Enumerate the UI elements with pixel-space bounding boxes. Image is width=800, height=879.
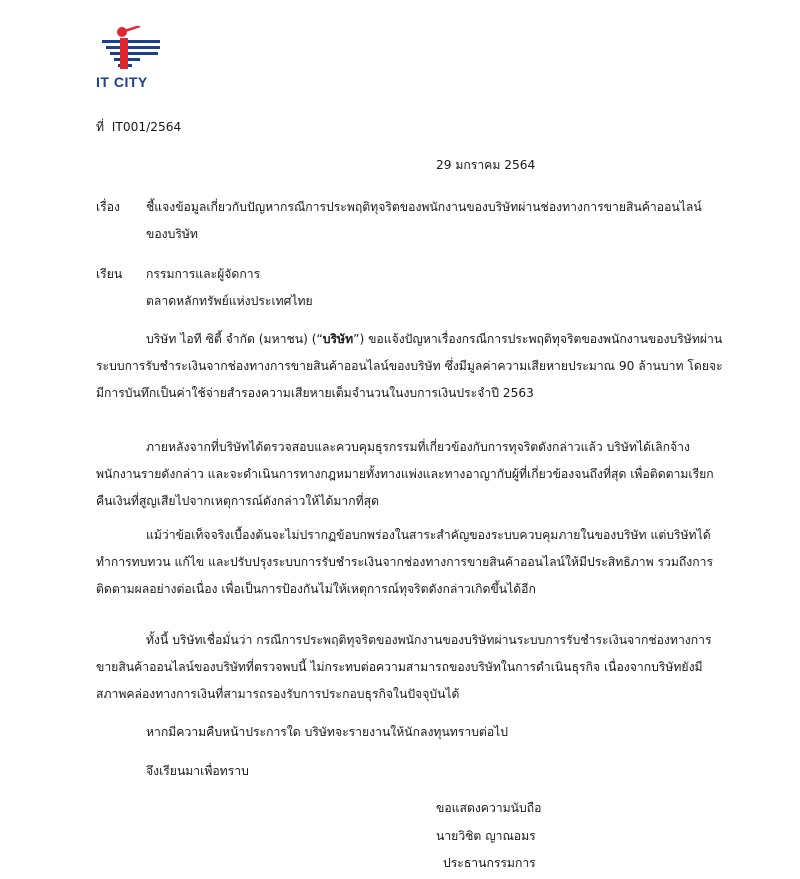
recipient-line-2: ตลาดหลักทรัพย์แห่งประเทศไทย [146,294,313,308]
recipient-line-1: กรรมการและผู้จัดการ [146,267,261,281]
body-paragraph-2-line-2: พนักงานรายดังกล่าว และจะดำเนินการทางกฎหมายทั้งทางแพ่งและทางอาญากับผู้ที่เกี่ยวข้องจนถึงที่สุด เพื่อติดตามเรียก [96,467,714,481]
body-paragraph-4-line-1: ทั้งนี้ บริษัทเชื่อมั่นว่า กรณีการประพฤติทุจริตของพนักงานของบริษัทผ่านระบบการรับชำระเงินจากช่องทางการ [146,633,712,647]
body-paragraph-2-line-3: คืนเงินที่สูญเสียไปจากเหตุการณ์ดังกล่าวให้ได้มากที่สุด [96,494,380,508]
subject-line-2: ของบริษัท [146,227,198,241]
recipient-label: เรียน [96,267,123,281]
letter-date: 29 มกราคม 2564 [436,158,536,172]
closing-regards: ขอแสดงความนับถือ [436,801,542,815]
reference-value: IT001/2564 [111,120,182,134]
reference-prefix: ที่ [96,120,105,134]
body-paragraph-6: จึงเรียนมาเพื่อทราบ [146,764,249,778]
p1-text-c: ”) ขอแจ้งปัญหาเรื่องกรณีการประพฤติทุจริตของพนักงานของบริษัทผ่าน [353,332,723,346]
company-logo [96,26,166,92]
body-paragraph-1-line-2: ระบบการรับชำระเงินจากช่องทางการขายสินค้าออนไลน์ของบริษัท ซึ่งมีมูลค่าความเสียหายประมาณ 90 ล้านบาท โดยจะ [96,359,723,373]
logo-wordmark: IT CITY [96,74,148,90]
body-paragraph-3-line-3: ติดตามผลอย่างต่อเนื่อง เพื่อเป็นการป้องกันไม่ให้เหตุการณ์ทุจริตดังกล่าวเกิดขึ้นได้อีก [96,582,536,596]
signatory-title: ประธานกรรมการ [443,856,536,870]
body-paragraph-4-line-2: ขายสินค้าออนไลน์ของบริษัทที่ตรวจพบนี้ ไม่กระทบต่อความสามารถของบริษัทในการดำเนินธุรกิจ เนื่องจากบริษัทยังมี [96,660,703,674]
body-paragraph-4-line-3: สภาพคล่องทางการเงินที่สามารถรองรับการประกอบธุรกิจในปัจจุบันได้ [96,687,460,701]
reference-number [96,118,181,137]
body-paragraph-3-line-2: ทำการทบทวน แก้ไข และปรับปรุงระบบการรับชำระเงินจากช่องทางการขายสินค้าออนไลน์ให้มีประสิทธิภาพ รวมถึงการ [96,555,714,569]
body-paragraph-5: หากมีความคืบหน้าประการใด บริษัทจะรายงานให้นักลงทุนทราบต่อไป [146,725,509,739]
subject-line-1: ชี้แจงข้อมูลเกี่ยวกับปัญหากรณีการประพฤติทุจริตของพนักงานของบริษัทผ่านช่องทางการขายสินค้าออนไลน์ [146,200,702,214]
signatory-name: นายวิชิต ญาณอมร [436,829,536,843]
body-paragraph-3-line-1: แม้ว่าข้อเท็จจริงเบื้องต้นจะไม่ปรากฏข้อบกพร่องในสาระสำคัญของระบบควบคุมภายในของบริษัท แต่บริษัทได้ [146,528,711,542]
it-city-logo-icon [100,26,164,70]
body-paragraph-1-line-3: มีการบันทึกเป็นค่าใช้จ่ายสำรองความเสียหายเต็มจำนวนในงบการเงินประจำปี 2563 [96,386,534,400]
subject-label: เรื่อง [96,200,120,214]
p1-text-a: บริษัท ไอที ซิตี้ จำกัด (มหาชน) (“ [146,332,323,346]
p1-defined-term: บริษัท [322,332,354,346]
body-paragraph-2-line-1: ภายหลังจากที่บริษัทได้ตรวจสอบและควบคุมธุรกรรมที่เกี่ยวข้องกับการทุจริตดังกล่าวแล้ว บริษัทได้เลิกจ้าง [146,440,690,454]
body-paragraph-1-line-1 [146,330,722,349]
